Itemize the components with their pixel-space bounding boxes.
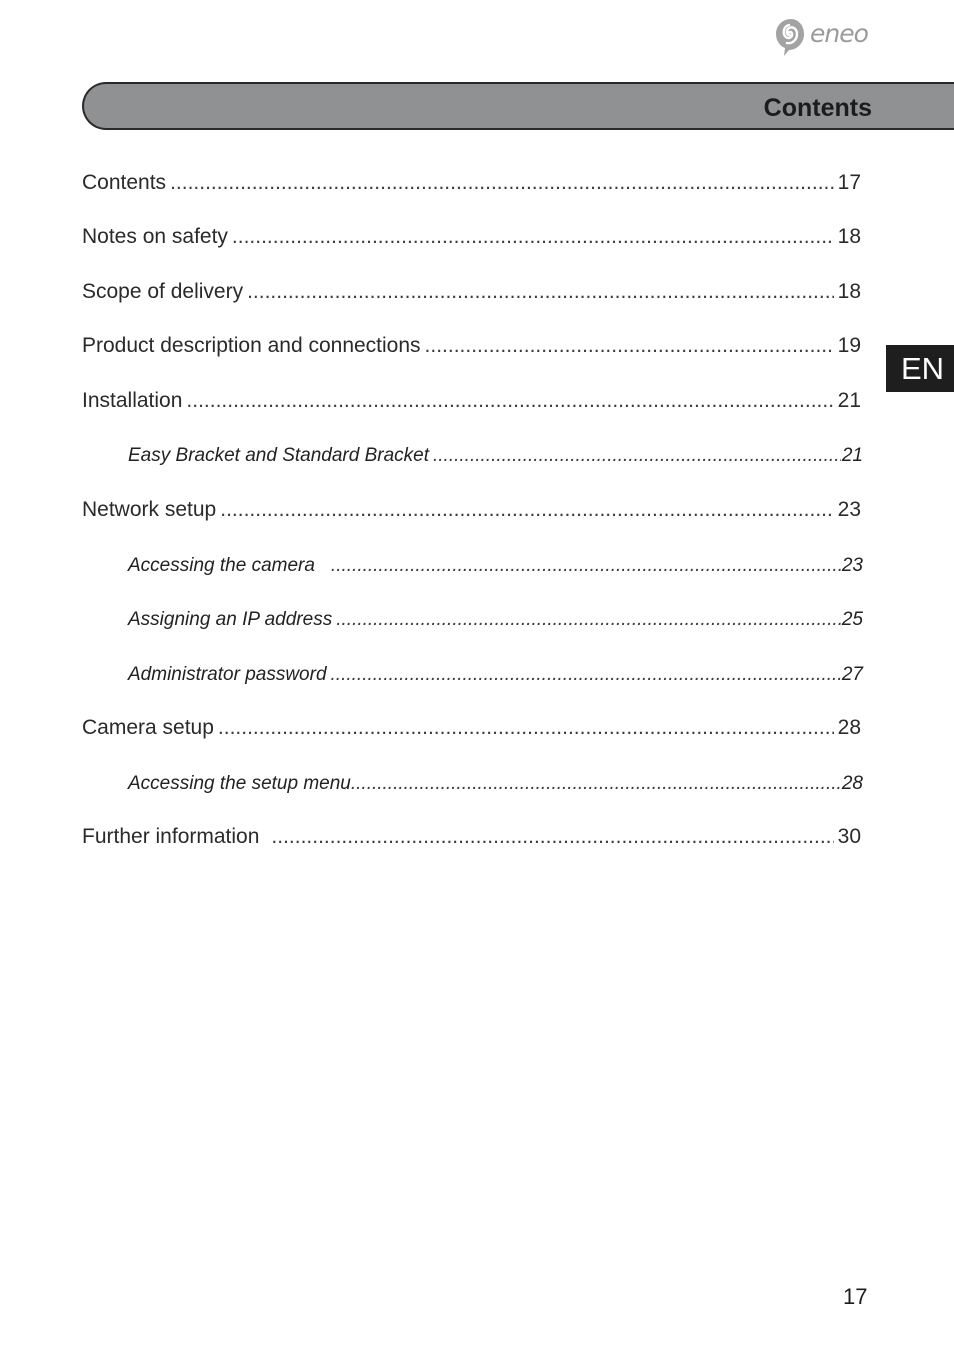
toc-entry-network-setup[interactable] (82, 498, 861, 522)
toc-entry-accessing-setup-menu[interactable] (128, 773, 863, 795)
toc-entry-label: Further information (82, 825, 260, 848)
toc-entry-page: 18 (837, 225, 861, 248)
toc-entry-page: 28 (841, 773, 863, 794)
section-header-bar (82, 82, 954, 130)
toc-leader-dots (433, 445, 841, 467)
toc-leader-dots (247, 280, 834, 304)
toc-entry-label: Administrator password (128, 664, 327, 685)
toc-leader-dots (170, 171, 834, 195)
toc-leader-dots (218, 716, 834, 740)
toc-entry-label: Notes on safety (82, 225, 228, 248)
toc-entry-label: Assigning an IP address (128, 609, 333, 630)
toc-entry-page: 23 (837, 498, 861, 521)
toc-leader-dots (351, 773, 841, 795)
toc-entry-page: 23 (841, 555, 863, 576)
toc-leader-dots (220, 498, 833, 522)
toc-leader-dots (232, 225, 834, 249)
toc-entry-page: 25 (841, 609, 863, 630)
toc-entry-page: 28 (837, 716, 861, 739)
toc-entry-further-information[interactable] (82, 825, 861, 849)
toc-entry-page: 18 (837, 280, 861, 303)
toc-entry-page: 30 (837, 825, 861, 848)
toc-entry-label: Easy Bracket and Standard Bracket (128, 445, 429, 466)
toc-leader-dots (331, 555, 841, 577)
toc-entry-assigning-ip[interactable] (128, 609, 863, 631)
toc-entry-page: 17 (837, 171, 861, 194)
toc-entry-label: Scope of delivery (82, 280, 244, 303)
page-title: Contents (763, 94, 872, 122)
toc-entry-contents[interactable] (82, 171, 861, 195)
toc-entry-notes-on-safety[interactable] (82, 225, 861, 249)
toc-entry-page: 19 (837, 334, 861, 357)
toc-leader-dots (331, 664, 841, 686)
toc-entry-label: Camera setup (82, 716, 214, 739)
toc-entry-label: Contents (82, 171, 167, 194)
toc-leader-dots (336, 609, 841, 631)
toc-leader-dots (271, 825, 833, 849)
toc-entry-accessing-camera[interactable] (128, 555, 863, 577)
eneo-logo (774, 16, 884, 58)
toc-entry-easy-bracket[interactable] (128, 445, 863, 467)
toc-entry-scope-of-delivery[interactable] (82, 280, 861, 304)
toc-entry-label: Network setup (82, 498, 217, 521)
eneo-logo-text: eneo (810, 19, 868, 48)
toc-entry-label: Product description and connections (82, 334, 421, 357)
toc-entry-administrator-password[interactable] (128, 664, 863, 686)
toc-entry-page: 21 (841, 445, 863, 466)
eneo-logo-icon (774, 16, 808, 58)
toc-entry-label: Installation (82, 389, 183, 412)
toc-entry-label: Accessing the setup menu (128, 773, 351, 794)
language-tab: EN (886, 345, 954, 392)
toc-entry-page: 27 (841, 664, 863, 685)
page-number: 17 (843, 1284, 868, 1309)
toc-entry-product-description[interactable] (82, 334, 861, 358)
toc-entry-label: Accessing the camera (128, 555, 315, 576)
toc-entry-page: 21 (837, 389, 861, 412)
toc-leader-dots (425, 334, 834, 358)
toc-entry-camera-setup[interactable] (82, 716, 861, 740)
toc-entry-installation[interactable] (82, 389, 861, 413)
toc-leader-dots (186, 389, 833, 413)
